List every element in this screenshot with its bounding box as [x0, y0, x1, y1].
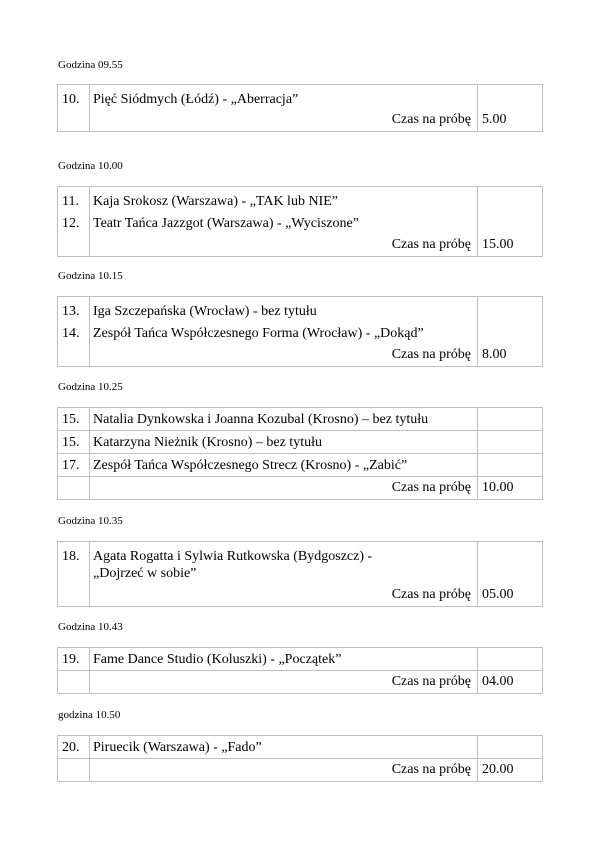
- duration-label: Czas na próbę: [90, 671, 478, 694]
- schedule-table: [57, 296, 543, 367]
- duration-label: Czas na próbę: [90, 344, 478, 367]
- item-text: Kaja Srokosz (Warszawa) - „TAK lub NIE”: [90, 187, 478, 211]
- hour-heading: Godzina 09.55: [58, 59, 123, 71]
- item-number: 15.: [58, 408, 90, 431]
- duration-value: 8.00: [478, 344, 543, 367]
- duration-value: 10.00: [478, 477, 543, 500]
- hour-heading: Godzina 10.25: [58, 381, 123, 393]
- item-text: Agata Rogatta i Sylwia Rutkowska (Bydgoszcz) - „Dojrzeć w sobie”: [90, 542, 403, 583]
- duration-label: Czas na próbę: [90, 759, 478, 782]
- duration-value: 04.00: [478, 671, 543, 694]
- hour-heading: Godzina 10.15: [58, 270, 123, 282]
- item-number: 19.: [58, 648, 90, 671]
- item-number: 15.: [58, 431, 90, 454]
- duration-label: Czas na próbę: [90, 108, 478, 131]
- item-number: 20.: [58, 736, 90, 759]
- hour-heading: godzina 10.50: [58, 709, 121, 721]
- item-number: 11.: [58, 187, 90, 211]
- item-number: 13.: [58, 297, 90, 321]
- hour-heading: Godzina 10.43: [58, 621, 123, 633]
- duration-value: 05.00: [478, 582, 543, 606]
- duration-label: Czas na próbę: [90, 234, 478, 257]
- item-number: 18.: [58, 542, 90, 583]
- item-text: Katarzyna Nieżnik (Krosno) – bez tytułu: [90, 431, 478, 454]
- duration-value: 5.00: [478, 108, 543, 131]
- item-text: Piruecik (Warszawa) - „Fado”: [90, 736, 478, 759]
- schedule-table: [57, 407, 543, 500]
- duration-label: Czas na próbę: [90, 477, 478, 500]
- item-text: Natalia Dynkowska i Joanna Kozubal (Krosno) – bez tytułu: [90, 408, 478, 431]
- item-text: Iga Szczepańska (Wrocław) - bez tytułu: [90, 297, 478, 321]
- item-number: 14.: [58, 321, 90, 344]
- schedule-table: [57, 84, 543, 132]
- item-text: Zespół Tańca Współczesnego Strecz (Krosno) - „Zabić”: [90, 454, 478, 477]
- item-number: 17.: [58, 454, 90, 477]
- item-text: Zespół Tańca Współczesnego Forma (Wrocław) - „Dokąd”: [90, 321, 478, 344]
- schedule-table: [57, 735, 543, 782]
- schedule-table: [57, 186, 543, 257]
- item-text: Pięć Siódmych (Łódź) - „Aberracja”: [90, 85, 478, 109]
- schedule-table: [57, 647, 543, 694]
- schedule-table: [57, 541, 543, 607]
- hour-heading: Godzina 10.35: [58, 515, 123, 527]
- item-text: Teatr Tańca Jazzgot (Warszawa) - „Wyciszone”: [90, 211, 478, 234]
- item-number: 10.: [58, 85, 90, 109]
- item-text: Fame Dance Studio (Koluszki) - „Początek”: [90, 648, 478, 671]
- hour-heading: Godzina 10.00: [58, 160, 123, 172]
- duration-value: 15.00: [478, 234, 543, 257]
- duration-label: Czas na próbę: [90, 582, 478, 606]
- duration-value: 20.00: [478, 759, 543, 782]
- item-number: 12.: [58, 211, 90, 234]
